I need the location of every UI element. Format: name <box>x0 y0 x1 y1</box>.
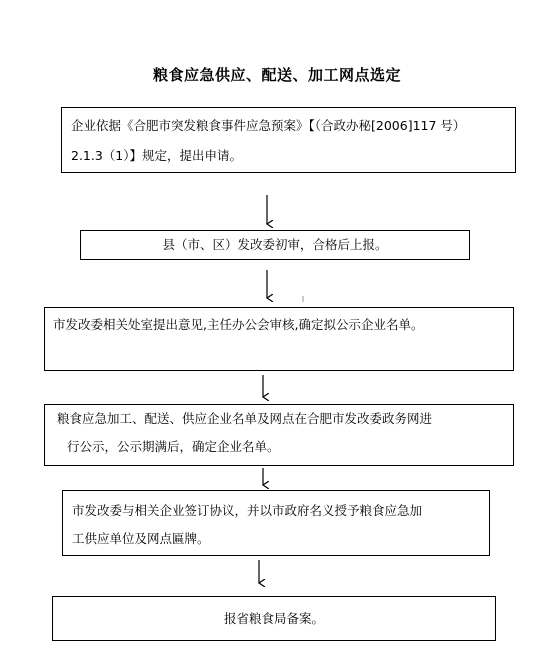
step-2-line-1: 县（市、区）发改委初审，合格后上报。 <box>162 237 388 252</box>
step-3-line-1: 市发改委相关处室提出意见,主任办公会审核,确定拟公示企业名单。 <box>53 317 424 332</box>
step-1-line-2: 2.1.3（1）】规定，提出申请。 <box>71 148 243 163</box>
step-4-line-2: 行公示，公示期满后，确定企业名单。 <box>67 439 280 454</box>
step-6-line-1: 报省粮食局备案。 <box>223 611 324 626</box>
step-5-line-2: 工供应单位及网点匾牌。 <box>72 531 210 546</box>
step-1-line-1: 企业依据《合肥市突发粮食事件应急预案》【（合政办秘[2006]117 号） <box>71 118 466 133</box>
step-4-line-1: 粮食应急加工、配送、供应企业名单及网点在合肥市发改委政务网进 <box>57 411 433 426</box>
step-5-line-1: 市发改委与相关企业签订协议，并以市政府名义授予粮食应急加 <box>72 503 423 518</box>
diagram-title: 粮食应急供应、配送、加工网点选定 <box>152 66 401 84</box>
